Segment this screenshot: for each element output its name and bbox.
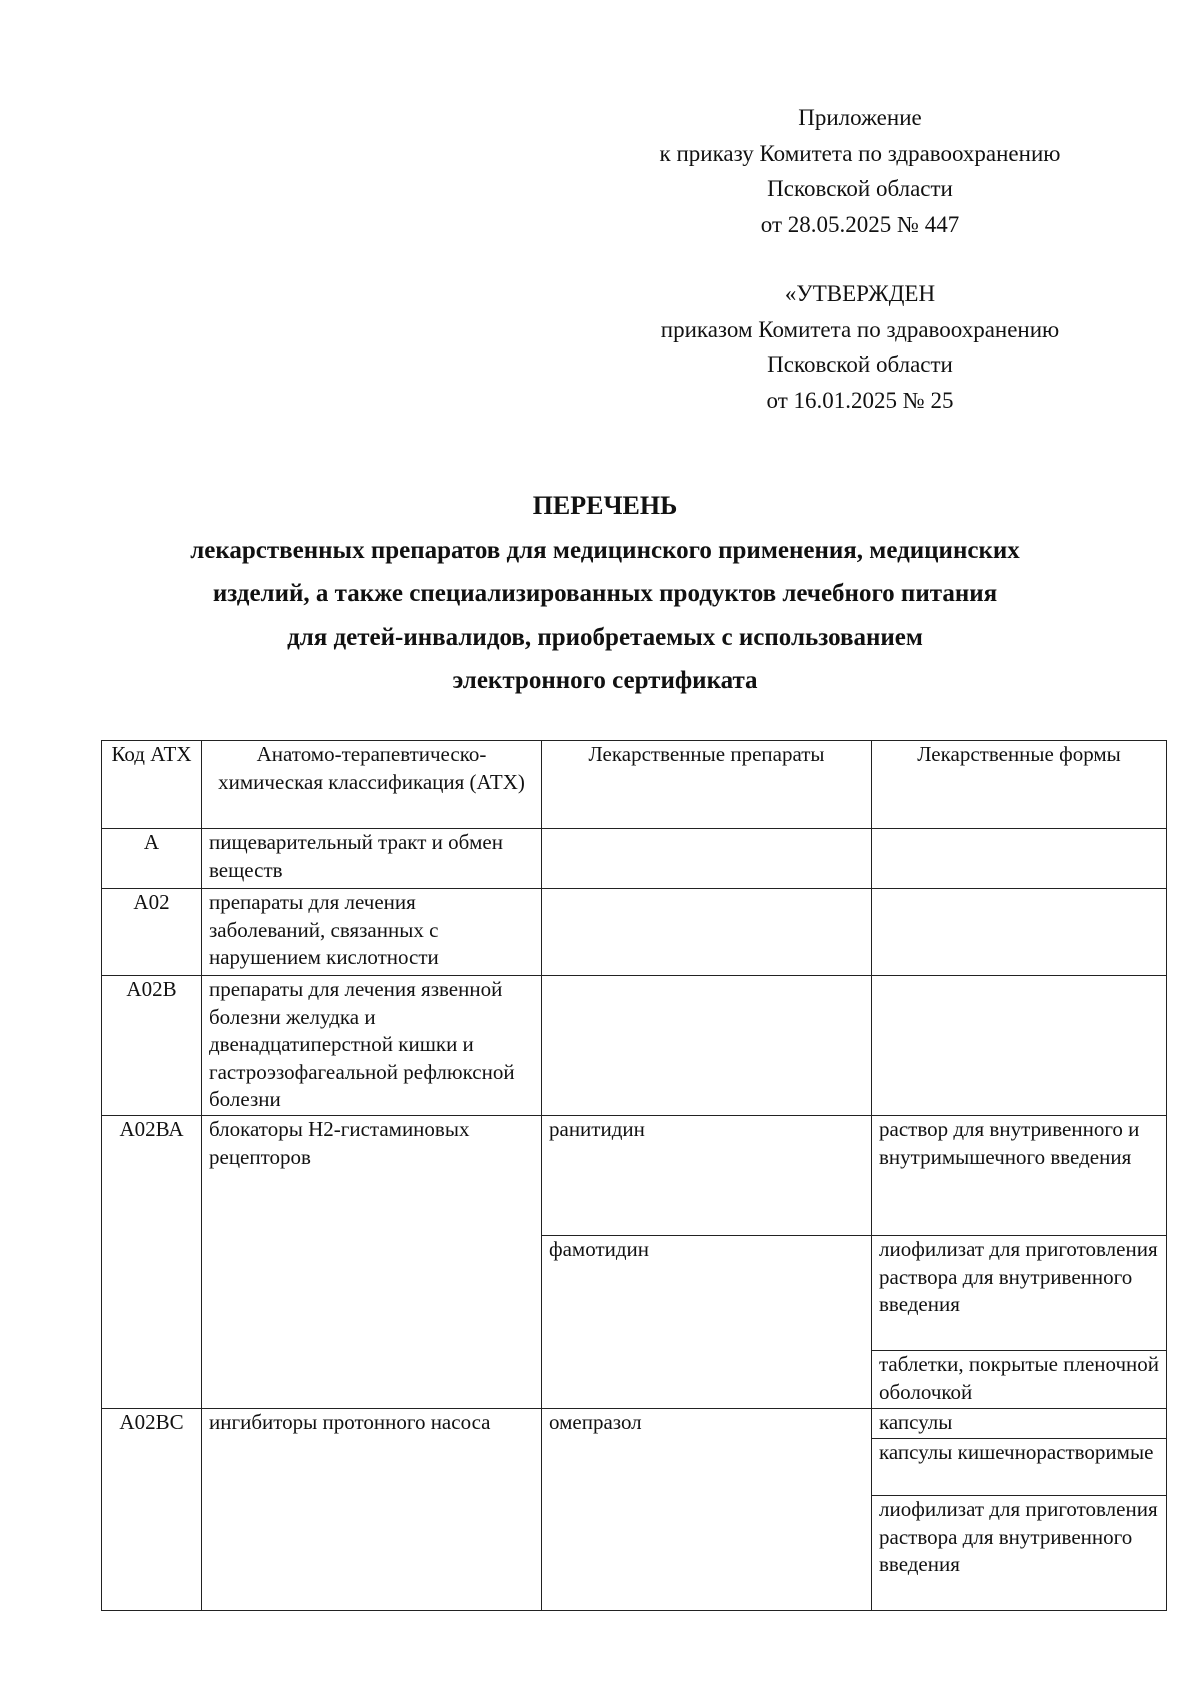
- table-row: [102, 889, 1167, 976]
- cell-classification: ингибиторы протонного насоса: [202, 1409, 542, 1611]
- title-line-4: электронного сертификата: [452, 667, 758, 694]
- cell-form: [872, 976, 1167, 1116]
- atx-table: [101, 740, 1167, 1611]
- approved-date-number: от 16.01.2025 № 25: [766, 387, 954, 413]
- title-line-1: лекарственных препаратов для медицинского применения, медицинских: [190, 536, 1020, 564]
- cell-classification: препараты для лечения язвенной болезни желудка и двенадцатиперстной кишки и гастроэзофагеальной рефлюксной болезни: [202, 976, 542, 1116]
- cell-form: капсулы кишечнорастворимые: [872, 1439, 1167, 1496]
- approved-label: «УТВЕРЖДЕН: [784, 281, 936, 306]
- cell-code: А02ВС: [102, 1409, 202, 1611]
- cell-code: А02: [102, 889, 202, 976]
- cell-classification: препараты для лечения заболеваний, связанных с нарушением кислотности: [202, 889, 542, 976]
- cell-form: капсулы: [872, 1409, 1167, 1439]
- cell-form: лиофилизат для приготовления раствора для внутривенного введения: [872, 1236, 1167, 1351]
- cell-drug: [542, 976, 872, 1116]
- appendix-block: [600, 100, 1120, 242]
- cell-code: А02В: [102, 976, 202, 1116]
- approved-order-ref: приказом Комитета по здравоохранению: [660, 316, 1060, 342]
- header-forms: Лекарственные формы: [872, 741, 1167, 829]
- cell-drug: [542, 829, 872, 889]
- cell-form: таблетки, покрытые пленочной оболочкой: [872, 1351, 1167, 1409]
- cell-form: [872, 889, 1167, 976]
- table-row: [102, 976, 1167, 1116]
- cell-code: А: [102, 829, 202, 889]
- appendix-order-ref: к приказу Комитета по здравоохранению: [659, 140, 1061, 166]
- appendix-label: Приложение: [798, 105, 922, 130]
- cell-classification: блокаторы Н2-гистаминовых рецепторов: [202, 1116, 542, 1409]
- cell-drug: омепразол: [542, 1409, 872, 1611]
- table-row: [102, 1409, 1167, 1439]
- table-header-row: [102, 741, 1167, 829]
- cell-form: [872, 829, 1167, 889]
- title-line-2: изделий, а также специализированных продуктов лечебного питания: [212, 580, 998, 607]
- document-title: [80, 484, 1130, 703]
- approved-region: Псковской области: [767, 352, 953, 377]
- cell-drug: [542, 889, 872, 976]
- cell-form: раствор для внутривенного и внутримышечного введения: [872, 1116, 1167, 1236]
- title-line-3: для детей-инвалидов, приобретаемых с использованием: [287, 623, 923, 651]
- cell-classification: пищеварительный тракт и обмен веществ: [202, 829, 542, 889]
- header-drugs: Лекарственные препараты: [542, 741, 872, 829]
- cell-code: А02ВА: [102, 1116, 202, 1409]
- appendix-date-number: от 28.05.2025 № 447: [760, 211, 960, 237]
- cell-drug: ранитидин: [542, 1116, 872, 1236]
- header-code: Код АТХ: [102, 741, 202, 829]
- table-row: [102, 829, 1167, 889]
- table-row: [102, 1116, 1167, 1236]
- approved-block: [600, 276, 1120, 418]
- cell-form: лиофилизат для приготовления раствора для внутривенного введения: [872, 1496, 1167, 1611]
- appendix-region: Псковской области: [767, 176, 953, 201]
- title-heading: ПЕРЕЧЕНЬ: [532, 491, 678, 520]
- header-classification: Анатомо-терапевтическо-химическая классификация (АТХ): [202, 741, 542, 829]
- cell-drug: фамотидин: [542, 1236, 872, 1409]
